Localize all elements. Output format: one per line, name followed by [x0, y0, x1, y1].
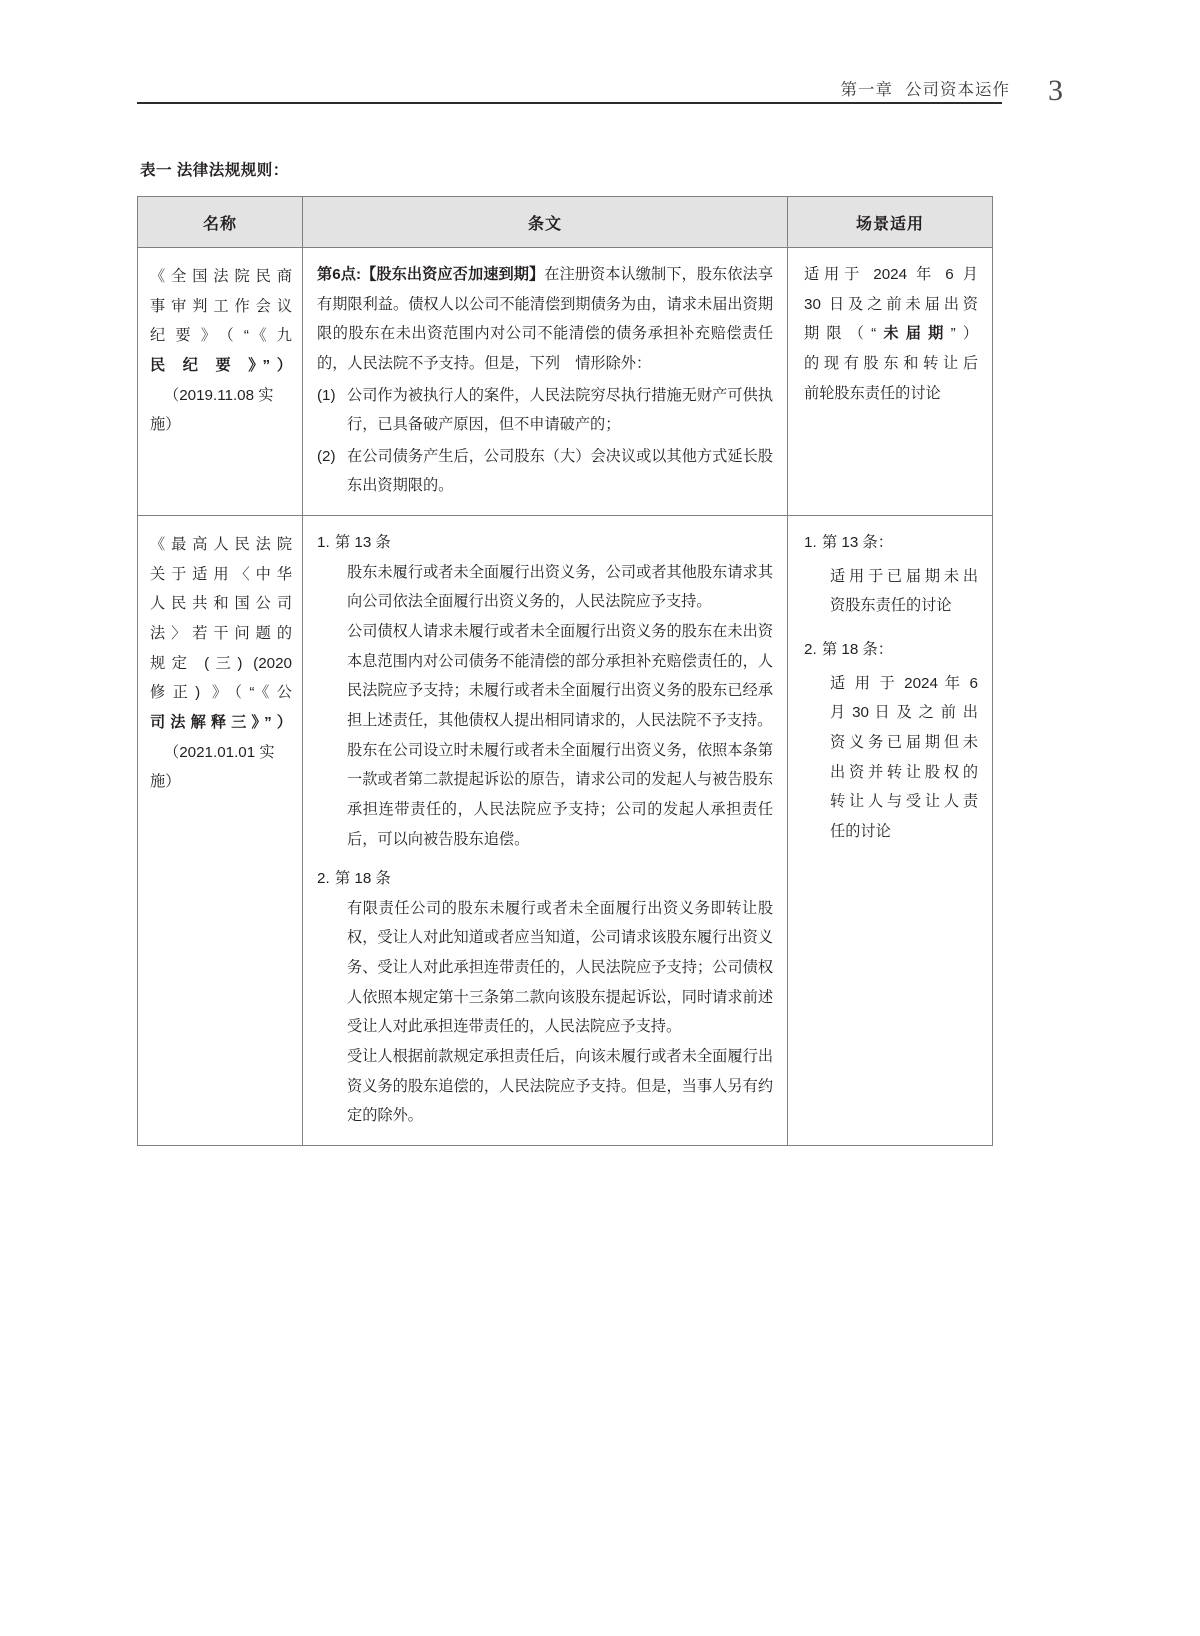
scenario-line: 适 用 于 2024 年 6	[830, 674, 978, 692]
provision-block-1	[303, 248, 787, 515]
scenario-line: 适用于已届期未出	[830, 567, 978, 585]
scenario-section-body	[804, 669, 978, 847]
header-title	[841, 76, 1011, 100]
page-number: 3	[1048, 74, 1063, 107]
section-spacer	[317, 854, 773, 864]
provision-paragraph: 受让人根据前款规定承担责任后，向该未履行或者未全面履行出资义务的股东追偿的，人民法院应予支持。但是，当事人另有约定的除外。	[347, 1048, 773, 1125]
table-header-row	[138, 197, 993, 248]
law-name-line: 关于适用〈中华	[150, 565, 292, 583]
law-name-line: 《最高人民法院	[150, 536, 292, 554]
header-divider-rule	[137, 102, 1002, 104]
law-name-line: 人民共和国公司	[150, 595, 292, 613]
cell-scenario	[788, 248, 993, 516]
scenario-line: 的现有股东和转让后	[804, 354, 978, 372]
section-heading-label: 第 13 条：	[822, 534, 893, 552]
provision-section-heading	[317, 528, 773, 558]
law-name-line: 修正) 》（“《公	[150, 684, 292, 702]
scenario-section-body	[804, 562, 978, 621]
law-name-line-abbrev: 司法解释三》”）	[150, 713, 292, 731]
table-row	[138, 248, 993, 516]
law-name-block-2	[138, 516, 302, 811]
provision-block-2	[303, 516, 787, 1145]
table-row	[138, 516, 993, 1146]
scenario-line: 任的讨论	[830, 822, 891, 840]
item-body: 公司作为被执行人的案件，人民法院穷尽执行措施无财产可供执行，已具备破产原因，但不申请破产的；	[347, 386, 773, 434]
scenario-line: 月 30 日 及 之 前 出	[830, 704, 978, 722]
section-heading-label: 第 13 条	[335, 534, 391, 552]
scenario-line: 30 日及之前未届出资	[804, 295, 978, 313]
law-name-line: 法〉若干问题的	[150, 625, 292, 643]
provision-paragraph: 有限责任公司的股东未履行或者未全面履行出资义务即转让股权，受让人对此知道或者应当知道，公司请求该股东履行出资义务、受让人对此承担连带责任的，人民法院应予支持；公司债权人依照本规定第十三条第二款向该股东提起诉讼，同时请求前述受让人对此承担连带责任的，人民法院应予支持。	[347, 899, 773, 1036]
scenario-line: 适用于 2024 年 6 月	[804, 266, 978, 283]
column-header-scenario: 场景适用	[788, 197, 993, 248]
scenario-block-1	[788, 248, 992, 422]
provision-paragraph: 股东在公司设立时未履行或者未全面履行出资义务，依照本条第一款或者第二款提起诉讼的原告，请求公司的发起人与被告股东承担连带责任的，人民法院应予支持；公司的发起人承担责任后，可以向被告股东追偿。	[347, 741, 773, 848]
column-header-name: 名称	[138, 197, 303, 248]
provision-numbered-item	[317, 442, 773, 501]
scenario-section-heading	[804, 635, 978, 665]
law-name-line: 事审判工作会议	[150, 297, 292, 315]
cell-provision-text	[303, 516, 788, 1146]
scenario-line: 资股东责任的讨论	[830, 597, 952, 615]
item-number: (1)	[317, 386, 336, 404]
column-header-provision: 条文	[303, 197, 788, 248]
scenario-section	[804, 528, 978, 621]
item-number: (2)	[317, 447, 336, 465]
provision-lead-paragraph	[317, 260, 773, 379]
section-heading-label: 第 18 条：	[822, 641, 893, 659]
header-section: 公司资本运作	[905, 81, 1010, 99]
section-number: 2.	[317, 870, 330, 888]
law-name-line: 纪要》（“《九	[150, 327, 292, 345]
provision-paragraph: 公司债权人请求未履行或者未全面履行出资义务的股东在未出资本息范围内对公司债务不能清偿的部分承担补充赔偿责任的，人民法院应予支持；未履行或者未全面履行出资义务的股东已经承担上述责任，其他债权人提出相同请求的，人民法院不予支持。	[347, 623, 773, 729]
provision-lead-rest: 在注册资本认缴制下，股东依法享有期限利益。债权人以公司不能清偿到期债务为由，请求未届出资期限的股东在未出资范围内对公司不能清偿的债务承担补充赔偿责任的，人民法院不予支持。但是，下列 情形除外：	[317, 266, 774, 372]
scenario-line: 出资并转让股权的	[830, 763, 978, 781]
scenario-line-emphasis: 期限（“未届期”）	[804, 325, 979, 343]
scenario-bold-term: 未届期	[876, 325, 951, 343]
item-body: 在公司债务产生后，公司股东（大）会决议或以其他方式延长股东出资期限的。	[347, 447, 773, 495]
law-name-line: 《全国法院民商	[150, 268, 292, 285]
section-heading-label: 第 18 条	[335, 870, 391, 888]
law-name-line-date-cont: 施）	[150, 416, 181, 434]
scenario-section	[804, 635, 978, 846]
provision-lead-bold: 第6点:【股东出资应否加速到期】	[317, 266, 545, 283]
law-name-line-abbrev: 民 纪 要 》”）	[150, 356, 292, 374]
law-name-line-date: （2021.01.01 实	[164, 743, 275, 761]
cell-law-name	[138, 516, 303, 1146]
header-chapter: 第一章	[840, 81, 893, 99]
law-regulation-table	[137, 196, 993, 1146]
scenario-block-2	[788, 516, 992, 874]
law-name-line: 规定 (三) (2020	[150, 654, 292, 672]
section-number: 1.	[317, 534, 330, 552]
provision-section-heading	[317, 864, 773, 894]
provision-numbered-item	[317, 381, 773, 440]
scenario-line: 资义务已届期但未	[830, 733, 978, 751]
scenario-line: 转让人与受让人责	[830, 793, 978, 811]
provision-paragraph: 股东未履行或者未全面履行出资义务，公司或者其他股东请求其向公司依法全面履行出资义务的，人民法院应予支持。	[347, 563, 773, 611]
cell-scenario	[788, 516, 993, 1146]
page-running-header	[137, 70, 1063, 107]
law-name-line-date-cont: 施）	[150, 773, 181, 791]
law-name-line-date: （2019.11.08 实	[164, 386, 274, 404]
law-name-block-1	[138, 248, 302, 454]
cell-provision-text	[303, 248, 788, 516]
section-number: 1.	[804, 534, 817, 552]
scenario-section-heading	[804, 528, 978, 558]
table-caption: 表一 法律法规规则：	[140, 162, 289, 179]
section-number: 2.	[804, 641, 817, 659]
cell-law-name	[138, 248, 303, 516]
scenario-line: 前轮股东责任的讨论	[804, 384, 941, 402]
